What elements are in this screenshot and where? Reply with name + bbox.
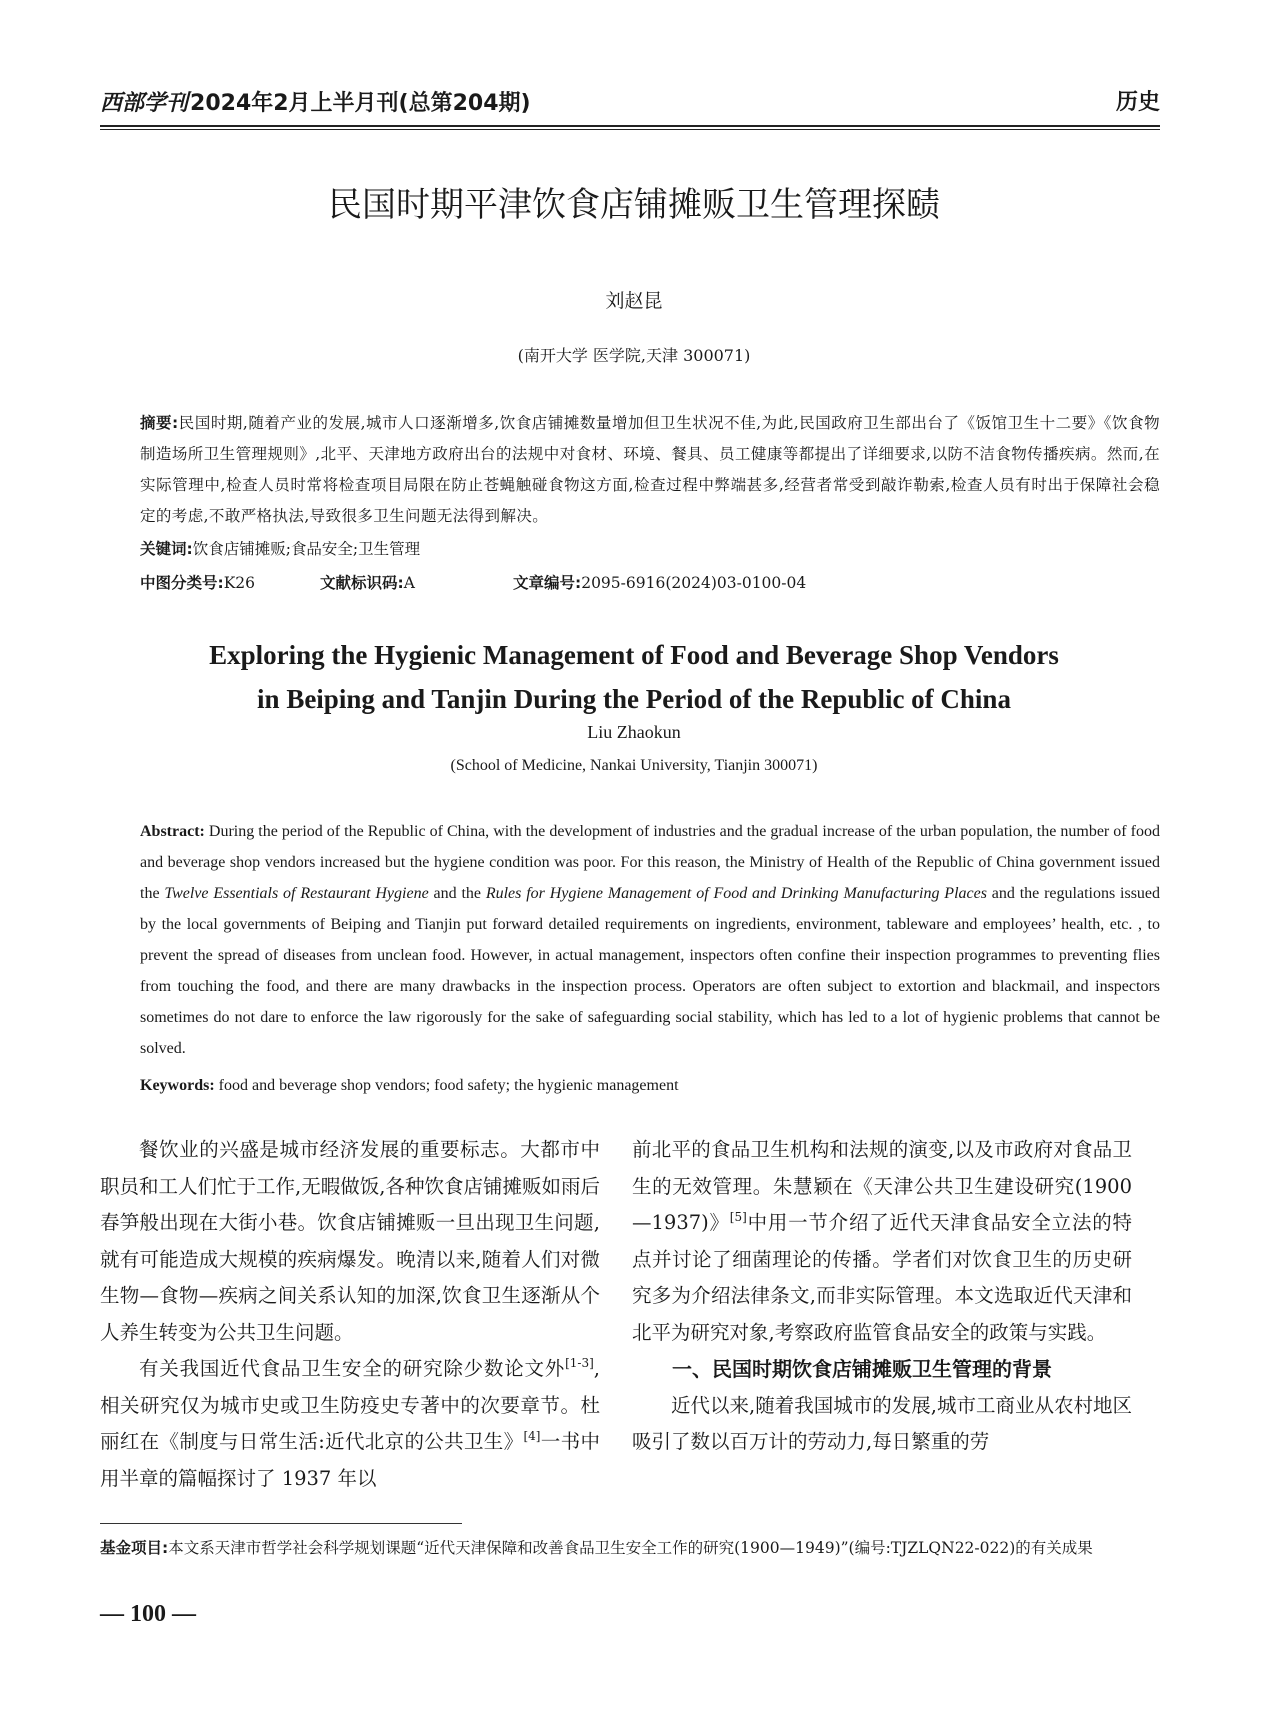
keywords-cn <box>140 536 420 562</box>
body-column-left <box>100 1132 600 1497</box>
citation-ref: [1-3] <box>565 1356 594 1370</box>
abstract-en <box>140 816 1160 1064</box>
affiliation-en: (School of Medicine, Nankai University, Tianjin 300071) <box>450 757 818 774</box>
abstract-cn <box>140 408 1160 532</box>
clc-label: 中图分类号: <box>140 574 224 592</box>
keywords-en-label: Keywords: <box>140 1077 215 1094</box>
running-header <box>100 88 1160 122</box>
body-paragraph: 近代以来,随着我国城市的发展,城市工商业从农村地区吸引了数以百万计的劳动力,每日繁重的劳 <box>632 1393 1132 1453</box>
section-heading: 一、民国时期饮食店铺摊贩卫生管理的背景 <box>672 1357 1052 1381</box>
funding-footnote <box>100 1533 1160 1563</box>
classification-line <box>140 570 1160 596</box>
journal-logo: 西部学刊 <box>100 90 189 116</box>
body-paragraph <box>632 1132 1132 1351</box>
body-paragraph <box>100 1351 600 1497</box>
paper-title-en <box>0 633 1268 721</box>
title-en-line2: in Beiping and Tanjin During the Period of the Republic of China <box>257 684 1011 714</box>
keywords-cn-label: 关键词: <box>140 540 193 558</box>
body-column-right <box>632 1132 1132 1461</box>
footnote-label: 基金项目: <box>100 1539 169 1557</box>
paper-title-cn: 民国时期平津饮食店铺摊贩卫生管理探赜 <box>328 185 940 225</box>
author-name-cn: 刘赵昆 <box>605 290 663 312</box>
paragraph-text: 前北平的食品卫生机构和法规的演变,以及市政府对食品卫生的无效管理。朱慧颖在《天津公共卫生建设研究(1900—1937)》 <box>632 1138 1132 1234</box>
doc-value: A <box>403 574 415 592</box>
abstract-en-title-2: Rules for Hygiene Management of Food and Drinking Manufacturing Places <box>485 885 987 902</box>
clc-value: K26 <box>223 574 256 592</box>
section-label: 历史 <box>1115 90 1160 115</box>
page-number: — 100 — <box>100 1601 196 1627</box>
paragraph-text: 一书中用半章的篇幅探讨了 1937 年以 <box>100 1430 600 1490</box>
paragraph-text: 有关我国近代食品卫生安全的研究除少数论文外 <box>139 1357 566 1380</box>
citation-ref: [5] <box>729 1210 747 1224</box>
journal-issue <box>100 88 531 119</box>
abstract-en-title-1: Twelve Essentials of Restaurant Hygiene <box>164 885 429 902</box>
abstract-en-text-2: and the <box>428 885 486 902</box>
title-en-line1: Exploring the Hygienic Management of Food and Beverage Shop Vendors <box>209 640 1059 670</box>
body-paragraph: 餐饮业的兴盛是城市经济发展的重要标志。大都市中职员和工人们忙于工作,无暇做饭,各种饮食店铺摊贩如雨后春笋般出现在大街小巷。饮食店铺摊贩一旦出现卫生问题,就有可能造成大规模的疾病爆发。晚清以来,随着人们对微生物—食物—疾病之间关系认知的加深,饮食卫生逐渐从个人养生转变为公共卫生问题。 <box>100 1138 600 1344</box>
article-label: 文章编号: <box>513 574 582 592</box>
citation-ref: [4] <box>523 1429 541 1443</box>
affiliation-cn: (南开大学 医学院,天津 300071) <box>517 346 751 365</box>
abstract-en-text-3: and the regulations issued by the local governments of Beiping and Tianjin put forward detailed requirements on ingredients, environment, tableware and employees’ health, etc. , to prevent the spread of diseases from unclean food. However, in actual management, inspectors often confine their inspection programmes to preventing flies from touching the food, and there are many drawbacks in the inspection process. Operators are often subject to extortion and blackmail, and inspectors sometimes do not dare to enforce the law rigorously for the sake of safeguarding social stability, which has led to a lot of hygienic problems that cannot be solved. <box>140 885 1161 1057</box>
keywords-en-text: food and beverage shop vendors; food safety; the hygienic management <box>214 1077 679 1094</box>
author-name-en: Liu Zhaokun <box>587 722 681 742</box>
paragraph-text: 中用一节介绍了近代天津食品安全立法的特点并讨论了细菌理论的传播。学者们对饮食卫生的历史研究多为介绍法律条文,而非实际管理。本文选取近代天津和北平为研究对象,考察政府监管食品安全的政策与实践。 <box>632 1211 1132 1344</box>
article-value: 2095-6916(2024)03-0100-04 <box>581 574 807 592</box>
keywords-cn-text: 饮食店铺摊贩;食品安全;卫生管理 <box>192 540 421 558</box>
header-divider <box>100 125 1160 130</box>
doc-label: 文献标识码: <box>320 574 404 592</box>
footnote-text: 本文系天津市哲学社会科学规划课题“近代天津保障和改善食品卫生安全工作的研究(1900—1949)”(编号:TJZLQN22-022)的有关成果 <box>168 1539 1093 1557</box>
paragraph-text: ,相关研究仅为城市史或卫生防疫史专著中的次要章节。杜丽红在《制度与日常生活:近代北京的公共卫生》 <box>100 1357 600 1453</box>
document-code <box>320 570 415 596</box>
abstract-cn-text: 民国时期,随着产业的发展,城市人口逐渐增多,饮食店铺摊数量增加但卫生状况不佳,为此,民国政府卫生部出台了《饭馆卫生十二要》《饮食物制造场所卫生管理规则》,北平、天津地方政府出台的法规中对食材、环境、餐具、员工健康等都提出了详细要求,以防不洁食物传播疾病。然而,在实际管理中,检查人员时常将检查项目局限在防止苍蝇触碰食物这方面,检查过程中弊端甚多,经营者常受到敲诈勒索,检查人员有时出于保障社会稳定的考虑,不敢严格执法,导致很多卫生问题无法得到解决。 <box>140 414 1161 525</box>
clc-number <box>140 570 255 596</box>
abstract-en-label: Abstract: <box>140 823 205 840</box>
footnote-divider <box>100 1523 462 1524</box>
keywords-en <box>140 1073 1160 1099</box>
issue-label: 2024年2月上半月刊(总第204期) <box>190 91 531 116</box>
article-number <box>513 570 806 596</box>
abstract-en-text-1: During the period of the Republic of China, with the development of industries and the gradual increase of the urban population, the number of food and beverage shop vendors increased but the hygiene condition was poor. For this reason, the Ministry of Health of the Republic of China government issued the <box>140 823 1160 902</box>
abstract-cn-label: 摘要: <box>140 414 179 432</box>
